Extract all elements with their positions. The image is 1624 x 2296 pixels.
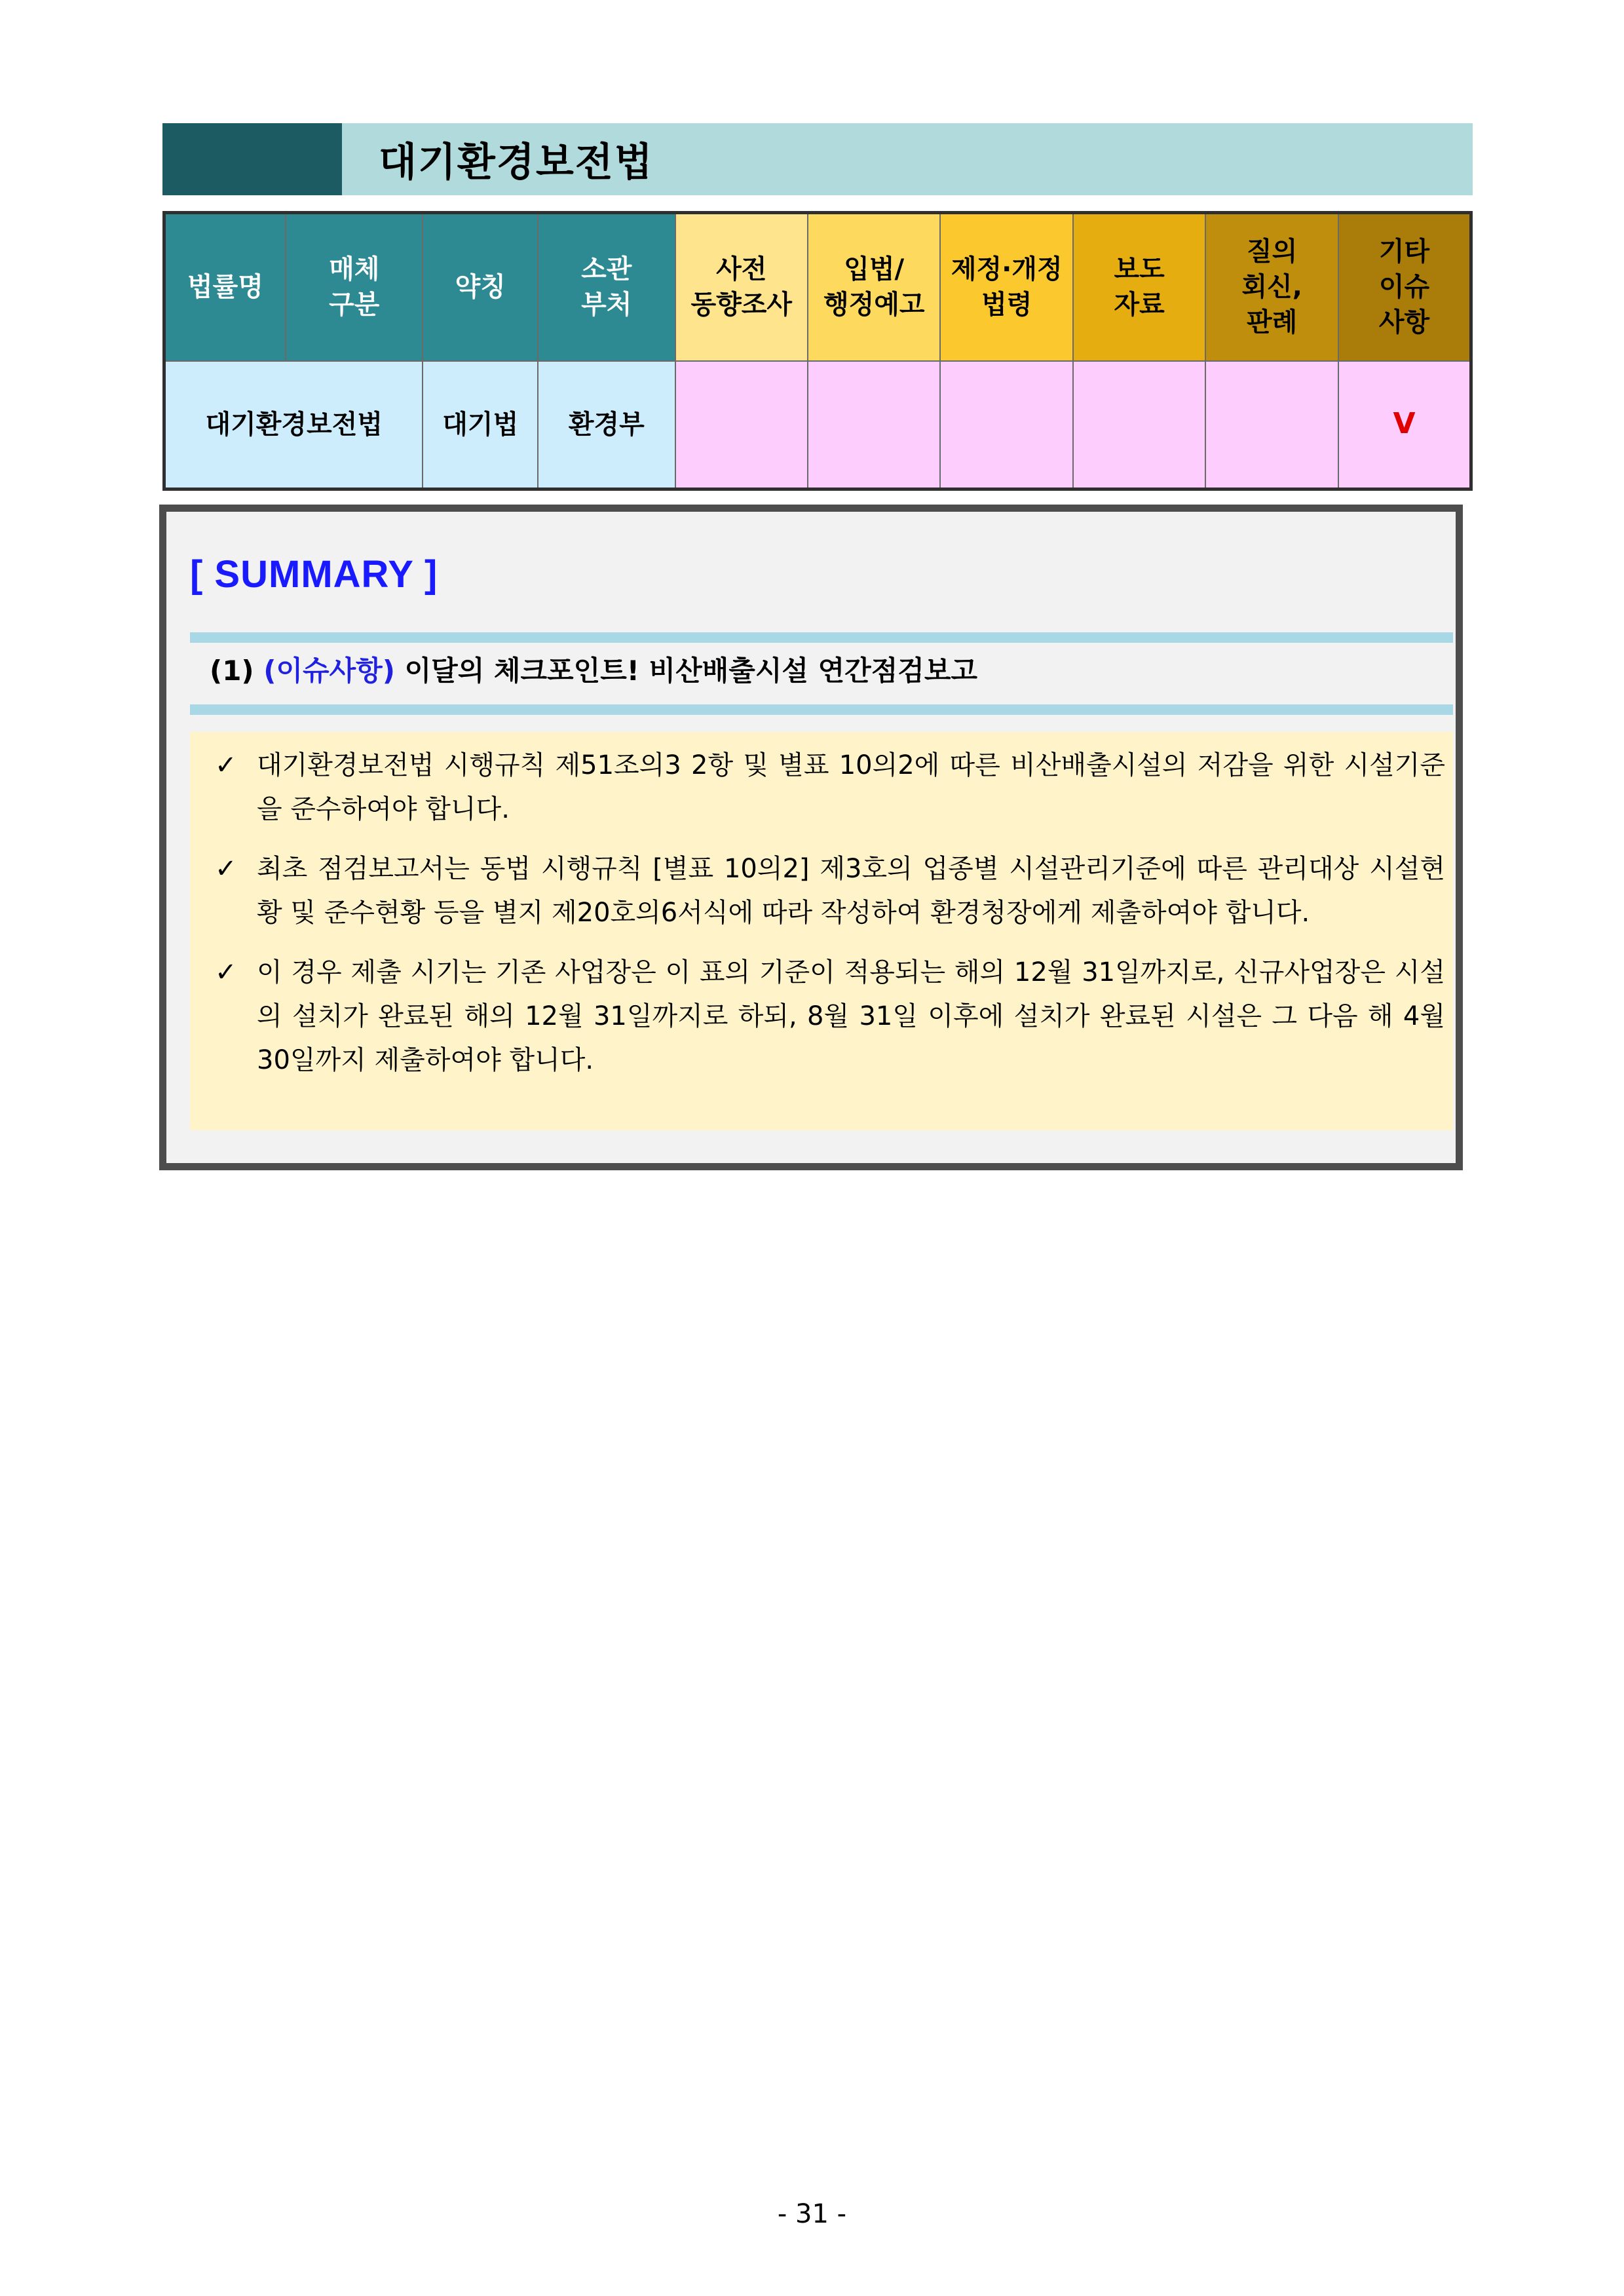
list-item	[215, 951, 1445, 1082]
table-row	[164, 361, 1471, 489]
header-pre-survey: 사전 동향조사	[675, 213, 808, 361]
header-amended-law: 제정·개정 법령	[940, 213, 1072, 361]
cell-pre-survey	[675, 361, 808, 489]
issue-tag: (이슈사항)	[263, 655, 395, 687]
cell-ministry: 환경부	[538, 361, 675, 489]
checkmark-icon: ✓	[215, 957, 237, 987]
section-title: 대기환경보전법	[342, 123, 1473, 195]
cell-abbrev: 대기법	[423, 361, 538, 489]
header-other-issues: 기타 이슈 사항	[1338, 213, 1471, 361]
summary-bullets	[190, 732, 1453, 1130]
check-mark: V	[1393, 407, 1416, 441]
header-abbrev: 약칭	[423, 213, 538, 361]
divider-bottom	[190, 704, 1453, 715]
issue-title-line	[210, 649, 977, 689]
header-inquiry-ruling: 질의 회신, 판례	[1205, 213, 1338, 361]
header-law-name: 법률명	[164, 213, 286, 361]
header-ministry: 소관 부처	[538, 213, 675, 361]
section-title-bar	[162, 123, 1473, 195]
header-press-release: 보도 자료	[1073, 213, 1205, 361]
header-legislation-notice: 입법/ 행정예고	[808, 213, 941, 361]
page-number: - 31 -	[777, 2199, 847, 2229]
checkmark-icon: ✓	[215, 854, 237, 884]
bullet-text: 대기환경보전법 시행규칙 제51조의3 2항 및 별표 10의2에 따른 비산배출시설의 저감을 위한 시설기준을 준수하여야 합니다.	[257, 750, 1445, 824]
table-header-row	[164, 213, 1471, 361]
list-item	[215, 744, 1445, 832]
cell-law-name: 대기환경보전법	[164, 361, 423, 489]
cell-other-issues	[1338, 361, 1471, 489]
title-accent-block	[162, 123, 342, 195]
cell-press-release	[1073, 361, 1205, 489]
issue-title: 이달의 체크포인트! 비산배출시설 연간점검보고	[404, 655, 978, 687]
list-item	[215, 847, 1445, 935]
checkmark-icon: ✓	[215, 750, 237, 780]
divider-top	[190, 632, 1453, 643]
header-media-type: 매체 구분	[286, 213, 423, 361]
cell-inquiry-ruling	[1205, 361, 1338, 489]
cell-legislation-notice	[808, 361, 941, 489]
law-status-table	[162, 211, 1473, 491]
bullet-text: 최초 점검보고서는 동법 시행규칙 [별표 10의2] 제3호의 업종별 시설관리기준에 따른 관리대상 시설현황 및 준수현황 등을 별지 제20호의6서식에 따라 작성하여 환경청장에게 제출하여야 합니다.	[257, 854, 1445, 928]
issue-number: (1)	[210, 655, 254, 687]
summary-heading: [ SUMMARY ]	[190, 553, 438, 596]
bullet-text: 이 경우 제출 시기는 기존 사업장은 이 표의 기준이 적용되는 해의 12월 31일까지로, 신규사업장은 시설의 설치가 완료된 해의 12월 31일까지로 하되, 8월 31일 이후에 설치가 완료된 시설은 그 다음 해 4월 30일까지 제출하여야 합니다.	[257, 957, 1445, 1075]
cell-amended-law	[940, 361, 1072, 489]
summary-box	[159, 505, 1463, 1170]
